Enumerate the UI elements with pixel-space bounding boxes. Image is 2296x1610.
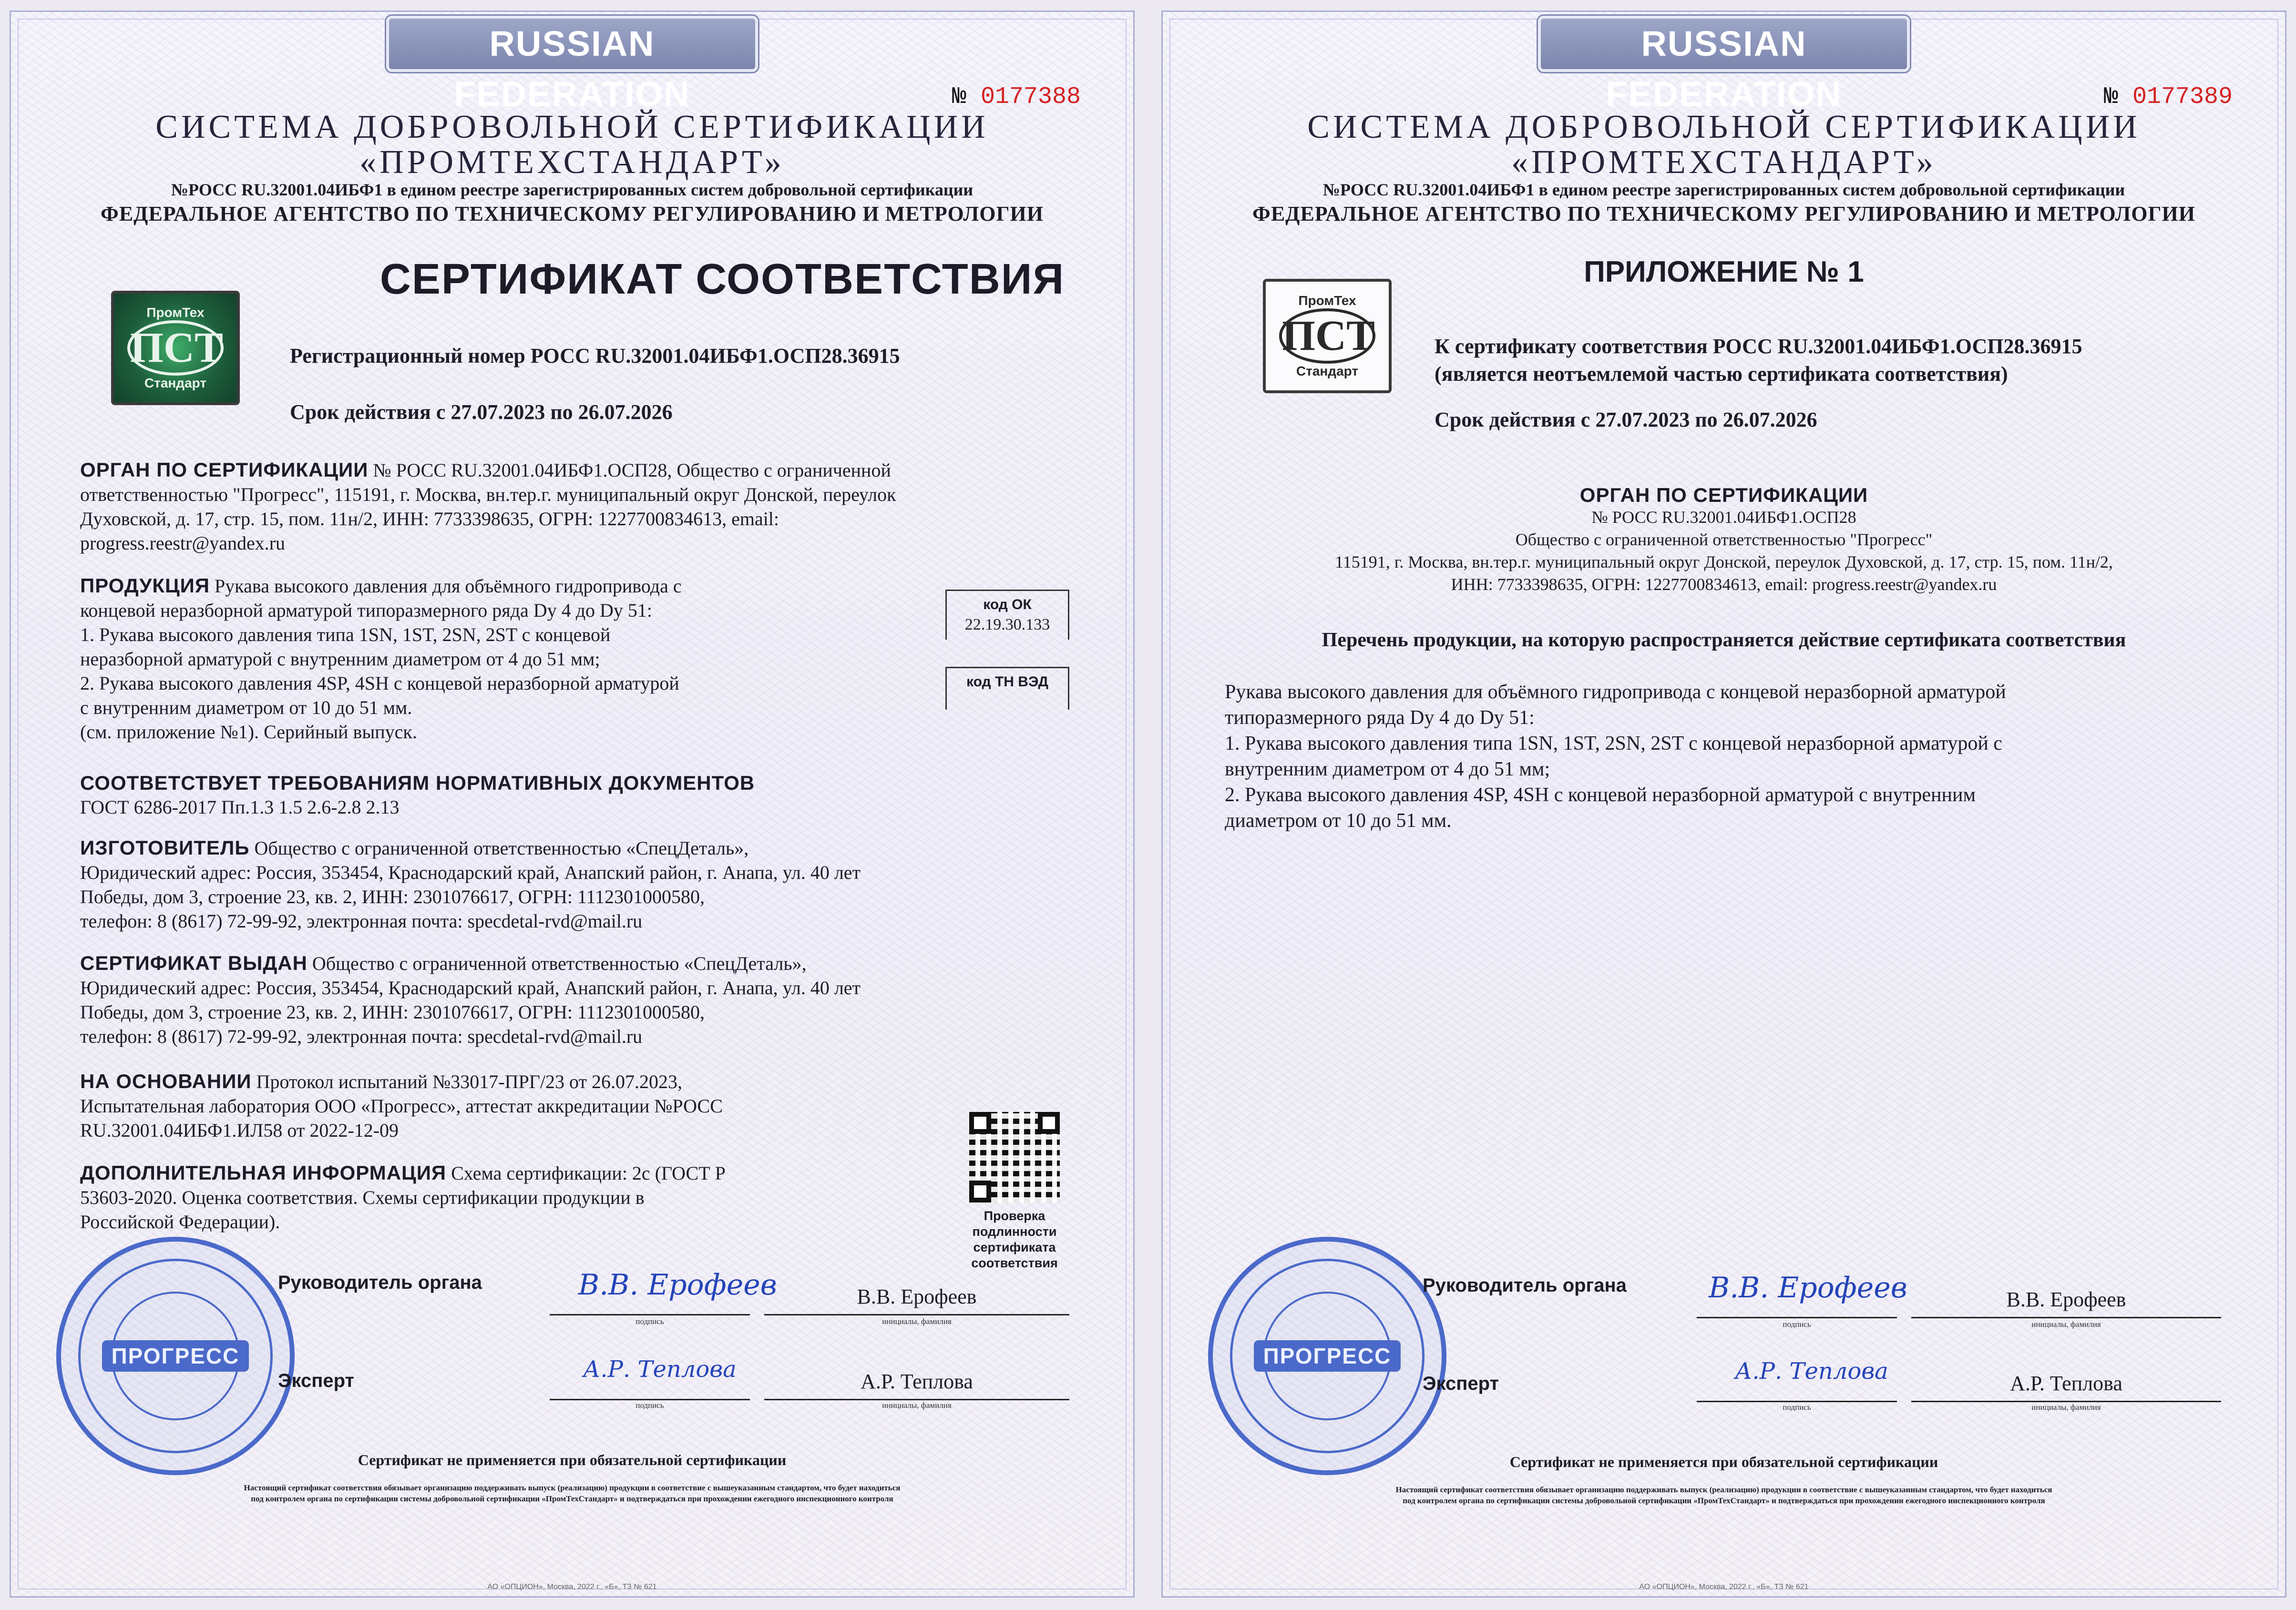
system-title: СИСТЕМА ДОБРОВОЛЬНОЙ СЕРТИФИКАЦИИ «ПРОМТЕХСТАНДАРТ» bbox=[1307, 109, 2141, 181]
certification-body: ОРГАН ПО СЕРТИФИКАЦИИ № РОСС RU.32001.04ИБФ1.ОСП28, Общество с ограниченной ответственностью "Прогресс", 115191, г. Москва, вн.тер.г. муниципальный округ Донской, переулок Духовской, д. 17, стр. 15, пом. 11н/2, ИНН: 7733398635, ОГРН: 1227700834613, email: progress.reestr@yandex.ru bbox=[80, 459, 896, 554]
tnved-code-box: код ТН ВЭД bbox=[945, 667, 1069, 710]
footer-note: Настоящий сертификат соответствия обязывает организацию поддерживать выпуск (реализацию) продукции в соответствие с вышеуказанным стандартом, что будет находиться под контролем органа по сертификации системы добровольной сертификации «ПромТехСтандарт» и подтверждаться при прохождении ежегодного инспекционного контроля bbox=[244, 1483, 901, 1503]
signature-caption: подпись bbox=[636, 1401, 664, 1410]
footer-title: Сертификат не применяется при обязательной сертификации bbox=[358, 1451, 787, 1468]
expert-label: Эксперт bbox=[1423, 1373, 1499, 1394]
product-list-title: Перечень продукции, на которую распространяется действие сертификата соответствия bbox=[1322, 629, 2126, 651]
initials-caption: инициалы, фамилия bbox=[882, 1401, 952, 1410]
signature-caption: подпись bbox=[1783, 1403, 1811, 1412]
expert-label: Эксперт bbox=[278, 1370, 355, 1391]
promtekh-logo-icon: ПромТех ПСТ Стандарт bbox=[111, 291, 240, 405]
issued-to-section: СЕРТИФИКАТ ВЫДАН Общество с ограниченной ответственностью «СпецДеталь», Юридический адрес: Россия, 353454, Краснодарский край, Анапский район, г. Анапа, ул. 40 лет Победы, дом 3, строение 23, кв. 2, ИНН: 2301076617, ОГРН: 1112301000580, телефон: 8 (8617) 72-99-92, электронная почта: specdetal-rvd@mail.ru bbox=[80, 952, 861, 1047]
agency-name: ФЕДЕРАЛЬНОЕ АГЕНТСТВО ПО ТЕХНИЧЕСКОМУ РЕГУЛИРОВАНИЮ И МЕТРОЛОГИИ bbox=[101, 202, 1044, 225]
okpd-code-box: код ОК 22.19.30.133 bbox=[945, 590, 1069, 640]
seal-stamp-icon: ПРОГРЕСС bbox=[1208, 1237, 1446, 1475]
expert-name: А.Р. Теплова bbox=[861, 1370, 973, 1393]
initials-caption: инициалы, фамилия bbox=[882, 1317, 952, 1326]
print-mark: АО «ОПЦИОН», Москва, 2022 г., «Б», ТЗ № 621 bbox=[487, 1583, 657, 1591]
country-banner: RUSSIAN FEDERATION bbox=[386, 16, 758, 72]
page-title: СЕРТИФИКАТ СООТВЕТСТВИЯ bbox=[379, 255, 1065, 303]
promtekh-logo-icon: ПромТех ПСТ Стандарт bbox=[1263, 279, 1392, 393]
footer-note: Настоящий сертификат соответствия обязывает организацию поддерживать выпуск (реализацию) продукции в соответствие с вышеуказанным стандартом, что будет находиться под контролем органа по сертификации системы добровольной сертификации «ПромТехСтандарт» и подтверждаться при прохождении ежегодного инспекционного контроля bbox=[1395, 1485, 2052, 1505]
seal-stamp-icon: ПРОГРЕСС bbox=[56, 1237, 295, 1475]
product-list: Рукава высокого давления для объёмного гидропривода с концевой неразборной арматурой типоразмерного ряда Dy 4 до Dy 51: 1. Рукава высокого давления типа 1SN, 1ST, 2SN, 2ST с концевой неразборной арматурой с внутренним диаметром от 4 до 51 мм; 2. Рукава высокого давления 4SP, 4SH с концевой неразборной арматурой с внутренним диаметром от 10 до 51 мм. bbox=[1225, 681, 2006, 832]
signature-caption: подпись bbox=[636, 1317, 664, 1326]
agency-name: ФЕДЕРАЛЬНОЕ АГЕНТСТВО ПО ТЕХНИЧЕСКОМУ РЕГУЛИРОВАНИЮ И МЕТРОЛОГИИ bbox=[1252, 202, 2195, 225]
head-signature: В.В. Ерофеев bbox=[1709, 1271, 1907, 1304]
product-section: ПРОДУКЦИЯ Рукава высокого давления для объёмного гидропривода с концевой неразборной арматурой типоразмерного ряда Dy 4 до Dy 51: 1. Рукава высокого давления типа 1SN, 1ST, 2SN, 2ST с концевой неразборной арматурой с внутренним диаметром от 4 до 51 мм; 2. Рукава высокого давления 4SP, 4SH с концевой неразборной арматурой с внутренним диаметром от 10 до 51 мм. (см. приложение №1). Серийный выпуск. bbox=[80, 574, 682, 743]
system-registration: №РОСС RU.32001.04ИБФ1 в едином реестре зарегистрированных систем добровольной сертификации bbox=[171, 180, 974, 199]
annex-page bbox=[1161, 10, 2286, 1598]
head-name: В.В. Ерофеев bbox=[2006, 1288, 2126, 1311]
manufacturer-section: ИЗГОТОВИТЕЛЬ Общество с ограниченной ответственностью «СпецДеталь», Юридический адрес: Россия, 353454, Краснодарский край, Анапский район, г. Анапа, ул. 40 лет Победы, дом 3, строение 23, кв. 2, ИНН: 2301076617, ОГРН: 1112301000580, телефон: 8 (8617) 72-99-92, электронная почта: specdetal-rvd@mail.ru bbox=[80, 836, 861, 932]
signature-caption: подпись bbox=[1783, 1320, 1811, 1329]
print-mark: АО «ОПЦИОН», Москва, 2022 г., «Б», ТЗ № 621 bbox=[1639, 1583, 1809, 1591]
head-name: В.В. Ерофеев bbox=[857, 1285, 977, 1308]
head-label: Руководитель органа bbox=[1423, 1275, 1627, 1296]
page-title: ПРИЛОЖЕНИЕ № 1 bbox=[1584, 255, 1864, 288]
certificate-page bbox=[10, 10, 1135, 1598]
expert-name: А.Р. Теплова bbox=[2010, 1372, 2122, 1395]
system-registration: №РОСС RU.32001.04ИБФ1 в едином реестре зарегистрированных систем добровольной сертификации bbox=[1322, 180, 2125, 199]
validity-period: Срок действия с 27.07.2023 по 26.07.2026 bbox=[1435, 408, 1817, 431]
qr-caption: Проверка подлинности сертификата соответствия bbox=[971, 1209, 1058, 1270]
registration-number: Регистрационный номер РОСС RU.32001.04ИБФ1.ОСП28.36915 bbox=[290, 344, 900, 367]
qr-code[interactable] bbox=[969, 1112, 1060, 1202]
additional-info-section: ДОПОЛНИТЕЛЬНАЯ ИНФОРМАЦИЯ Схема сертификации: 2с (ГОСТ Р 53603-2020. Оценка соответствия. Схемы сертификации продукции в Российской Федерации). bbox=[80, 1162, 726, 1233]
certification-body: ОРГАН ПО СЕРТИФИКАЦИИ № РОСС RU.32001.04ИБФ1.ОСП28 Общество с ограниченной ответственностью "Прогресс" 115191, г. Москва, вн.тер.г. муниципальный округ Донской, переулок Духовской, д. 17, стр. 15, пом. 11н/2, ИНН: 7733398635, ОГРН: 1227700834613, email: progress.reestr@yandex.ru bbox=[1335, 484, 2113, 594]
initials-caption: инициалы, фамилия bbox=[2031, 1320, 2101, 1329]
serial-number: № 0177389 bbox=[2103, 83, 2233, 111]
expert-signature: А.Р. Теплова bbox=[583, 1356, 737, 1383]
basis-section: НА ОСНОВАНИИ Протокол испытаний №33017-ПРГ/23 от 26.07.2023, Испытательная лаборатория ООО «Прогресс», аттестат аккредитации №РОСС RU.32001.04ИБФ1.ИЛ58 от 2022-12-09 bbox=[80, 1070, 723, 1141]
annex-note: (является неотъемлемой частью сертификата соответствия) bbox=[1435, 362, 2008, 386]
initials-caption: инициалы, фамилия bbox=[2031, 1403, 2101, 1412]
expert-signature: А.Р. Теплова bbox=[1735, 1358, 1888, 1385]
conformity-section: СООТВЕТСТВУЕТ ТРЕБОВАНИЯМ НОРМАТИВНЫХ ДОКУМЕНТОВ ГОСТ 6286-2017 Пп.1.3 1.5 2.6-2.8 2.13 bbox=[80, 772, 755, 818]
system-title: СИСТЕМА ДОБРОВОЛЬНОЙ СЕРТИФИКАЦИИ «ПРОМТЕХСТАНДАРТ» bbox=[155, 109, 989, 181]
country-banner: RUSSIAN FEDERATION bbox=[1538, 16, 1910, 72]
validity-period: Срок действия с 27.07.2023 по 26.07.2026 bbox=[290, 400, 673, 424]
head-signature: В.В. Ерофеев bbox=[578, 1268, 777, 1302]
serial-number: № 0177388 bbox=[952, 83, 1081, 111]
certificate-reference: К сертификату соответствия РОСС RU.32001.04ИБФ1.ОСП28.36915 bbox=[1435, 335, 2082, 358]
head-label: Руководитель органа bbox=[278, 1272, 482, 1293]
footer-title: Сертификат не применяется при обязательной сертификации bbox=[1509, 1453, 1938, 1470]
